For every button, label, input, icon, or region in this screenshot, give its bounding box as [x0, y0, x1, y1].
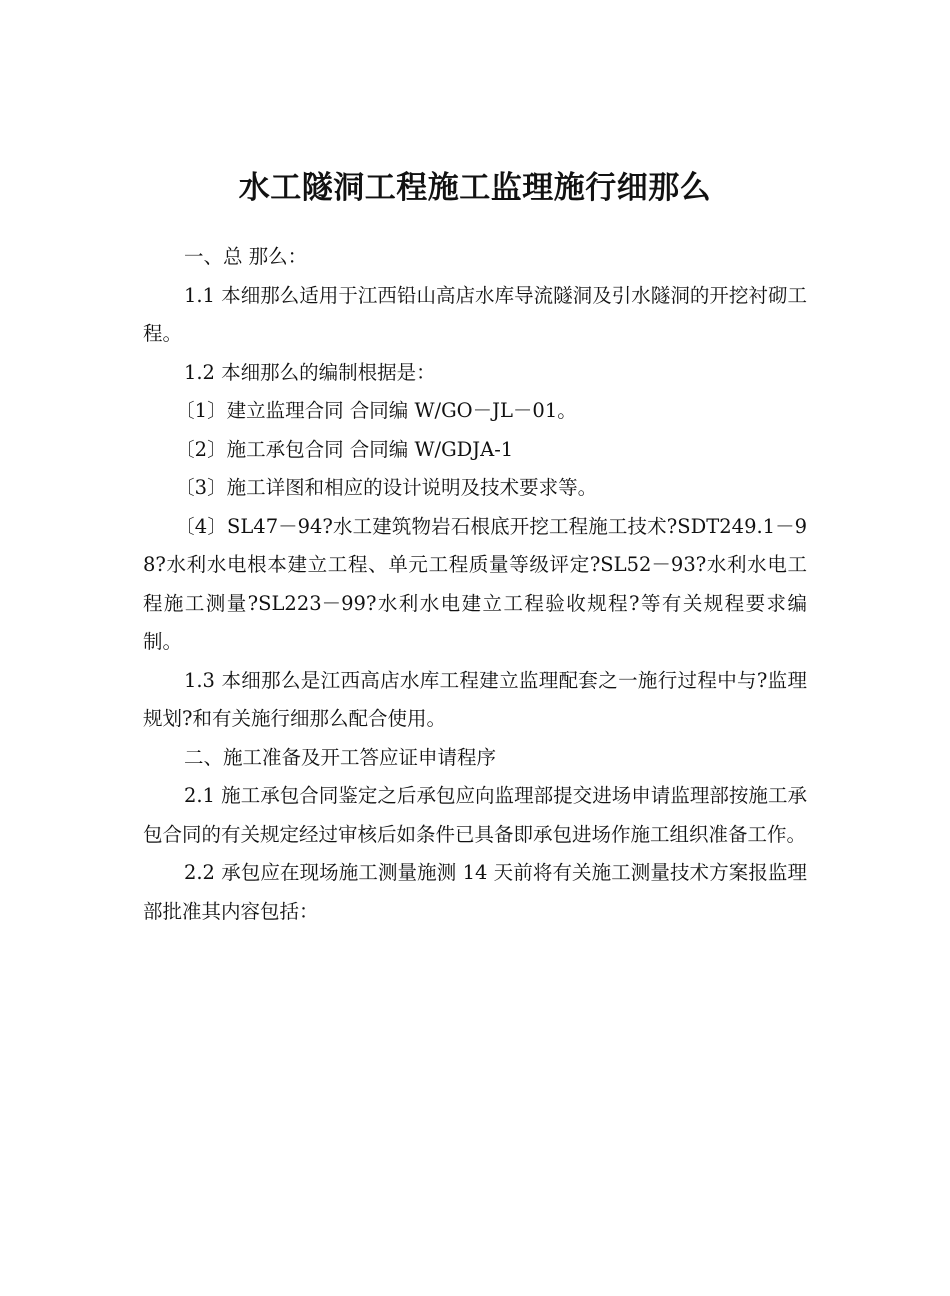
list-item-4: 〔4〕SL47－94?水工建筑物岩石根底开挖工程施工技术?SDT249.1－98?水利水电根本建立工程、单元工程质量等级评定?SL52－93?水利水电工程施工测量?SL223－99?水利水电建立工程验收规程?等有关规程要求编制。 — [143, 514, 807, 653]
document-body — [143, 238, 807, 931]
paragraph-1-3: 1.3 本细那么是江西高店水库工程建立监理配套之一施行过程中与?监理规划?和有关施行细那么配合使用。 — [143, 668, 807, 730]
list-item-1: 〔1〕建立监理合同 合同编 W/GO－JL－01。 — [175, 399, 577, 422]
section-heading-general: 一、总 那么： — [183, 245, 308, 268]
paragraph-1-1: 1.1 本细那么适用于江西铅山高店水库导流隧洞及引水隧洞的开挖衬砌工程。 — [143, 283, 807, 345]
list-item-2: 〔2〕施工承包合同 合同编 W/GDJA-1 — [175, 437, 514, 461]
paragraph-2-1: 2.1 施工承包合同鉴定之后承包应向监理部提交进场申请监理部按施工承包合同的有关规定经过审核后如条件已具备即承包进场作施工组织准备工作。 — [143, 784, 807, 846]
document-title: 水工隧洞工程施工监理施行细那么 — [238, 170, 712, 206]
paragraph-2-2: 2.2 承包应在现场施工测量施测 14 天前将有关施工测量技术方案报监理部批准其内容包括： — [143, 861, 807, 923]
list-item-3: 〔3〕施工详图和相应的设计说明及技术要求等。 — [175, 476, 598, 499]
section-heading-preparation: 二、施工准备及开工答应证申请程序 — [183, 745, 496, 769]
paragraph-1-2: 1.2 本细那么的编制根据是： — [183, 360, 436, 384]
